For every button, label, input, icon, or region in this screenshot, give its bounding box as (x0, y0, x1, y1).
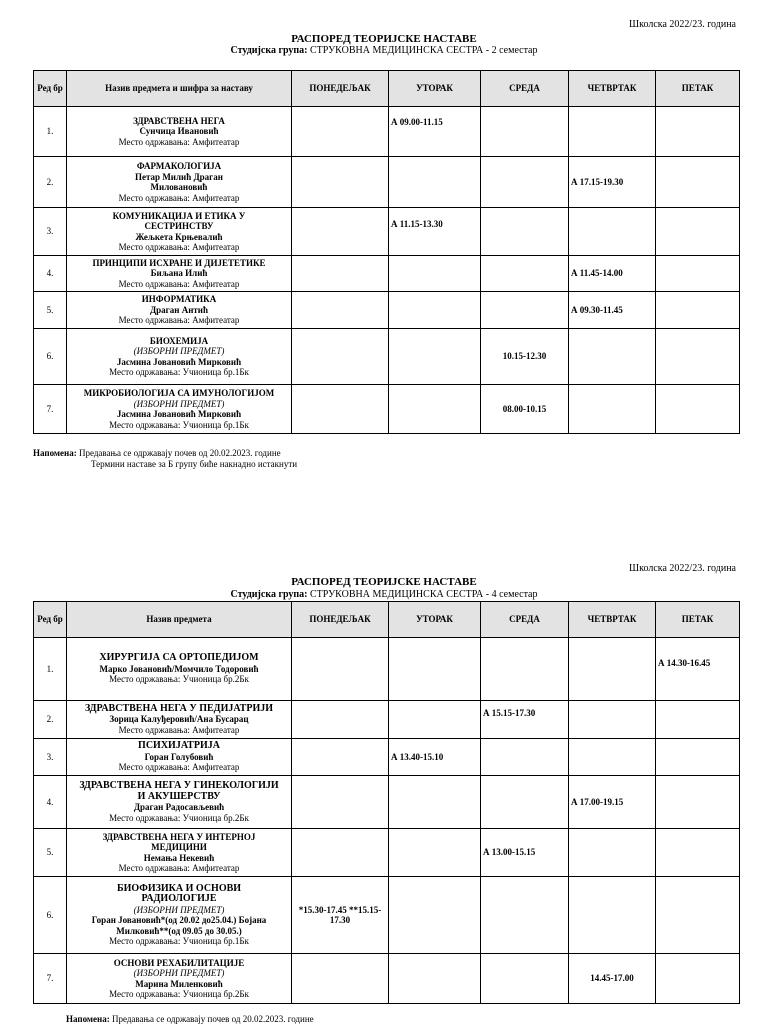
slot-friday (656, 157, 740, 208)
subject-place: Место одржавања: Учионица бр.1Бк (109, 936, 249, 946)
subject-name: МИКРОБИОЛОГИЈА СА ИМУНОЛОГИЈОМ (83, 388, 275, 398)
day-header-thursday: ЧЕТВРТАК (569, 602, 656, 638)
semester-label: - 4 семестар (485, 589, 538, 600)
subject-professor: Јасмина Јовановић Мирковић (116, 356, 242, 367)
slot-thursday: А 17.15-19.30 (569, 157, 656, 208)
slot-wednesday (481, 954, 569, 1004)
subject-professor: Јасмина Јовановић Мирковић (116, 409, 242, 419)
subject-place: Место одржавања: Амфитеатар (118, 724, 240, 735)
slot-friday (656, 954, 740, 1004)
slot-thursday: А 09.30-11.45 (569, 292, 656, 329)
slot-monday (292, 638, 389, 701)
subject-place: Место одржавања: Амфитеатар (118, 242, 240, 252)
row-number: 2. (34, 157, 67, 208)
slot-thursday (569, 877, 656, 954)
group-label: Студијска група: (230, 45, 308, 56)
subject-name: БИОФИЗИКА И ОСНОВИ РАДИОЛОГИЈЕ (116, 882, 242, 904)
row-number: 7. (34, 385, 67, 434)
subject-place: Место одржавања: Амфитеатар (118, 315, 240, 326)
slot-wednesday: 08.00-10.15 (481, 385, 569, 434)
note-label: Напомена: (66, 1014, 110, 1024)
row-number: 1. (34, 638, 67, 701)
slot-wednesday: А 13.00-15.15 (481, 829, 569, 877)
subject-cell (67, 329, 292, 385)
subject-professor: Немања Некевић (143, 852, 215, 863)
slot-thursday: А 17.00-19.15 (569, 776, 656, 829)
table-row (34, 107, 740, 157)
slot-thursday: А 11.45-14.00 (569, 256, 656, 292)
slot-tuesday (389, 776, 481, 829)
subject-name: ОСНОВИ РЕХАБИЛИТАЦИЈЕ (113, 957, 245, 968)
subject-cell (67, 638, 292, 701)
slot-tuesday: А 09.00-11.15 (389, 107, 481, 157)
row-number: 4. (34, 256, 67, 292)
slot-tuesday (389, 385, 481, 434)
subject-professor: Горан Јовановић*(од 20.02 до25.04.) Бојана Милковић**(од 09.05 до 30.05.) (91, 915, 267, 936)
table-row (34, 877, 740, 954)
subject-place: Место одржавања: Учионица бр.1Бк (109, 367, 249, 377)
subject-professor: Драган Антић (149, 304, 209, 315)
slot-monday (292, 107, 389, 157)
day-header-wednesday: СРЕДА (481, 602, 569, 638)
slot-tuesday (389, 256, 481, 292)
group-name: СТРУКОВНА МЕДИЦИНСКА СЕСТРА (310, 45, 484, 56)
slot-thursday (569, 385, 656, 434)
slot-friday (656, 877, 740, 954)
slot-thursday: 14.45-17.00 (569, 954, 656, 1004)
slot-friday (656, 329, 740, 385)
slot-wednesday (481, 292, 569, 329)
subject-cell (67, 829, 292, 877)
subject-optional: (ИЗБОРНИ ПРЕДМЕТ) (133, 398, 225, 409)
subject-professor: Драган Радосављевић (133, 802, 225, 812)
slot-tuesday (389, 877, 481, 954)
slot-monday (292, 739, 389, 776)
subject-header: Назив предмета (67, 602, 292, 638)
schedule-table (33, 601, 740, 1004)
schedule-title: РАСПОРЕД ТЕОРИЈСКЕ НАСТАВЕ (291, 33, 477, 45)
subject-cell (67, 954, 292, 1004)
table-row (34, 954, 740, 1004)
slot-wednesday (481, 776, 569, 829)
slot-monday (292, 954, 389, 1004)
subject-professor: Горан Голубовић (144, 751, 214, 762)
subject-professor: Зорица Калуђеровић/Ана Бусарац (109, 714, 249, 725)
subject-cell (67, 385, 292, 434)
slot-friday: А 14.30-16.45 (656, 638, 740, 701)
subject-cell (67, 877, 292, 954)
subject-place: Место одржавања: Учионица бр.2Бк (109, 989, 249, 999)
subject-name: ПСИХИЈАТРИЈА (138, 740, 220, 752)
subject-name: ЗДРАВСТВЕНА НЕГА У ГИНЕКОЛОГИЈИ И АКУШЕРСТВУ (79, 780, 279, 802)
slot-friday (656, 829, 740, 877)
table-row (34, 292, 740, 329)
header-row (34, 602, 740, 638)
subject-cell (67, 256, 292, 292)
slot-thursday (569, 829, 656, 877)
slot-thursday (569, 638, 656, 701)
slot-tuesday (389, 954, 481, 1004)
table-row (34, 829, 740, 877)
note-line: Термини наставе за Б групу биће накнадно истакнути (91, 459, 298, 469)
slot-tuesday: А 11.15-13.30 (389, 208, 481, 256)
slot-tuesday (389, 292, 481, 329)
slot-monday (292, 208, 389, 256)
subject-name: ХИРУРГИЈА СА ОРТОПЕДИЈОМ (99, 652, 259, 664)
slot-thursday (569, 107, 656, 157)
subject-professor: Биљана Илић (150, 268, 208, 279)
day-header-friday: ПЕТАК (656, 602, 740, 638)
subject-professor: Петар Милић Драган Миловановић (135, 171, 223, 192)
subject-place: Место одржавања: Амфитеатар (118, 863, 240, 873)
slot-monday (292, 776, 389, 829)
slot-monday (292, 292, 389, 329)
slot-monday (292, 701, 389, 739)
subject-professor: Жељкета Крњевалић (135, 231, 223, 242)
table-row (34, 385, 740, 434)
schedule-subtitle (0, 45, 768, 57)
slot-wednesday (481, 256, 569, 292)
day-header-wednesday: СРЕДА (481, 71, 569, 107)
slot-friday (656, 776, 740, 829)
group-name: СТРУКОВНА МЕДИЦИНСКА СЕСТРА (310, 589, 484, 600)
subject-name: КОМУНИКАЦИЈА И ЕТИКА У СЕСТРИНСТВУ (112, 210, 246, 231)
subject-professor: Марина Миленковић (135, 978, 223, 989)
row-number: 6. (34, 877, 67, 954)
slot-tuesday: А 13.40-15.10 (389, 739, 481, 776)
note (33, 448, 297, 470)
subject-professor: Сунчица Ивановић (139, 126, 219, 137)
subject-professor: Марко Јовановић/Момчило Тодоровић (99, 663, 259, 674)
slot-friday (656, 256, 740, 292)
slot-wednesday: 10.15-12.30 (481, 329, 569, 385)
header-row (34, 71, 740, 107)
subject-place: Место одржавања: Учионица бр.2Бк (109, 674, 249, 685)
subject-place: Место одржавања: Амфитеатар (118, 278, 240, 289)
day-header-thursday: ЧЕТВРТАК (569, 71, 656, 107)
slot-tuesday (389, 701, 481, 739)
subject-optional: (ИЗБОРНИ ПРЕДМЕТ) (133, 346, 225, 356)
row-number: 3. (34, 739, 67, 776)
slot-wednesday (481, 739, 569, 776)
subject-name: ПРИНЦИПИ ИСХРАНЕ И ДИЈЕТЕТИКЕ (92, 257, 266, 268)
subject-name: ФАРМАКОЛОГИЈА (136, 161, 222, 171)
row-number: 6. (34, 329, 67, 385)
subject-cell (67, 208, 292, 256)
table-row (34, 776, 740, 829)
slot-monday: *15.30-17.45 **15.15-17.30 (292, 877, 389, 954)
subject-cell (67, 292, 292, 329)
table-row (34, 157, 740, 208)
semester-label: - 2 семестар (485, 45, 538, 56)
day-header-tuesday: УТОРАК (389, 71, 481, 107)
slot-thursday (569, 208, 656, 256)
slot-monday (292, 329, 389, 385)
subject-place: Место одржавања: Учионица бр.2Бк (109, 812, 249, 823)
table-row (34, 329, 740, 385)
slot-thursday (569, 739, 656, 776)
subject-place: Место одржавања: Амфитеатар (118, 192, 240, 203)
num-header: Ред бр (34, 71, 67, 107)
schedule-subtitle (0, 589, 768, 601)
row-number: 5. (34, 292, 67, 329)
school-year: Школска 2022/23. година (629, 19, 736, 30)
slot-tuesday (389, 638, 481, 701)
day-header-friday: ПЕТАК (656, 71, 740, 107)
subject-name: БИОХЕМИЈА (149, 335, 209, 346)
schedule-table (33, 70, 740, 434)
slot-wednesday (481, 157, 569, 208)
row-number: 7. (34, 954, 67, 1004)
school-year: Школска 2022/23. година (629, 563, 736, 574)
slot-friday (656, 739, 740, 776)
table-row (34, 739, 740, 776)
slot-tuesday (389, 329, 481, 385)
row-number: 4. (34, 776, 67, 829)
schedule-title: РАСПОРЕД ТЕОРИЈСКЕ НАСТАВЕ (291, 576, 477, 588)
subject-optional: (ИЗБОРНИ ПРЕДМЕТ) (133, 968, 225, 978)
day-header-monday: ПОНЕДЕЉАК (292, 71, 389, 107)
slot-friday (656, 208, 740, 256)
table-row (34, 208, 740, 256)
subject-name: ИНФОРМАТИКА (141, 294, 217, 305)
slot-thursday (569, 329, 656, 385)
table-row (34, 701, 740, 739)
subject-cell (67, 739, 292, 776)
slot-wednesday (481, 208, 569, 256)
subject-name: ЗДРАВСТВЕНА НЕГА (133, 115, 225, 126)
row-number: 1. (34, 107, 67, 157)
subject-name: ЗДРАВСТВЕНА НЕГА У ИНТЕРНОЈ МЕДИЦИНИ (102, 831, 256, 852)
subject-name: ЗДРАВСТВЕНА НЕГА У ПЕДИЈАТРИЈИ (84, 702, 274, 714)
day-header-monday: ПОНЕДЕЉАК (292, 602, 389, 638)
slot-tuesday (389, 157, 481, 208)
slot-wednesday (481, 638, 569, 701)
note-line: Предавања се одржавају почев од 20.02.2023. године (111, 1014, 314, 1024)
row-number: 5. (34, 829, 67, 877)
subject-place: Место одржавања: Амфитеатар (118, 136, 240, 147)
note-label: Напомена: (33, 448, 77, 458)
subject-place: Место одржавања: Амфитеатар (118, 762, 240, 773)
slot-thursday (569, 701, 656, 739)
slot-wednesday (481, 877, 569, 954)
slot-monday (292, 385, 389, 434)
row-number: 2. (34, 701, 67, 739)
subject-cell (67, 107, 292, 157)
slot-friday (656, 701, 740, 739)
subject-optional: (ИЗБОРНИ ПРЕДМЕТ) (133, 904, 225, 915)
slot-monday (292, 256, 389, 292)
slot-monday (292, 829, 389, 877)
num-header: Ред бр (34, 602, 67, 638)
day-header-tuesday: УТОРАК (389, 602, 481, 638)
note-line: Предавања се одржавају почев од 20.02.2023. године (78, 448, 281, 458)
subject-cell (67, 157, 292, 208)
subject-place: Место одржавања: Учионица бр.1Бк (109, 419, 249, 430)
slot-friday (656, 385, 740, 434)
subject-header: Назив предмета и шифра за наставу (67, 71, 292, 107)
slot-monday (292, 157, 389, 208)
row-number: 3. (34, 208, 67, 256)
slot-tuesday (389, 829, 481, 877)
subject-cell (67, 701, 292, 739)
subject-cell (67, 776, 292, 829)
note (66, 1014, 314, 1025)
table-row (34, 256, 740, 292)
slot-wednesday: А 15.15-17.30 (481, 701, 569, 739)
group-label: Студијска група: (230, 589, 308, 600)
slot-friday (656, 292, 740, 329)
slot-wednesday (481, 107, 569, 157)
slot-friday (656, 107, 740, 157)
table-row (34, 638, 740, 701)
